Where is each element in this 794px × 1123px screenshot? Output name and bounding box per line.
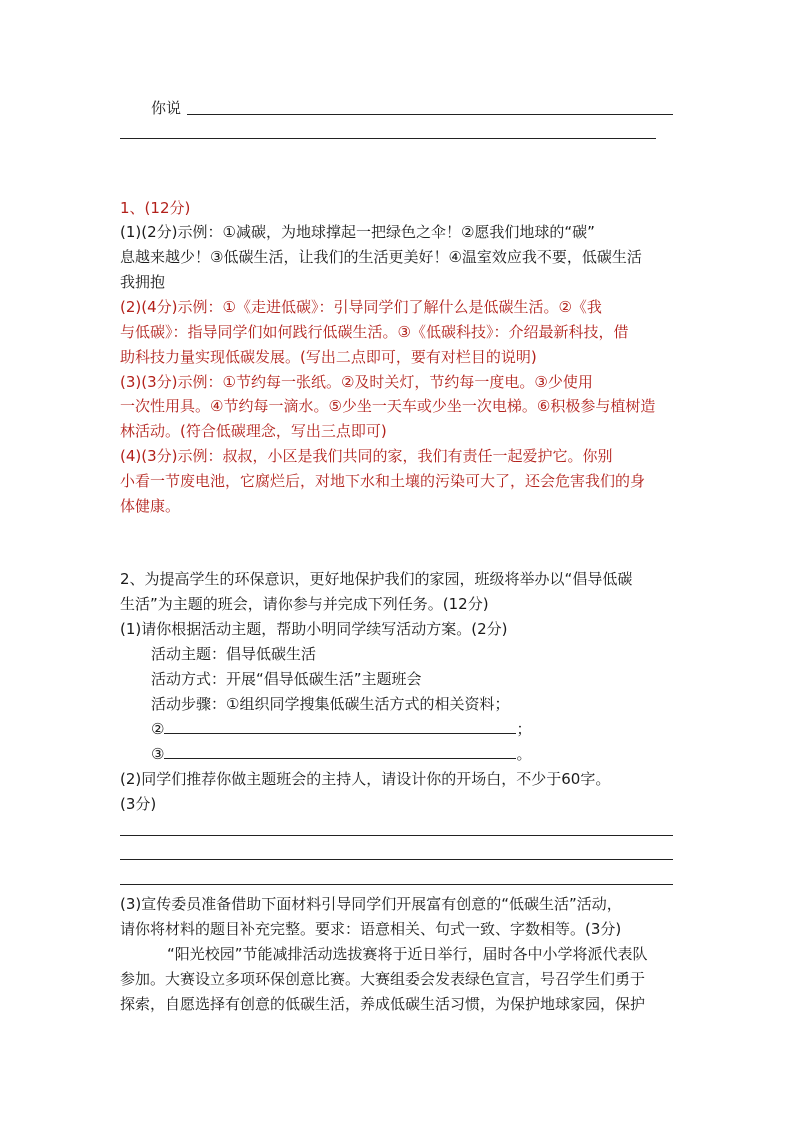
material-line-2: 参加。大赛设立多项环保创意比赛。大赛组委会发表绿色宣言，号召学生们勇于: [120, 970, 646, 988]
opening-answer-line-2[interactable]: [120, 859, 673, 860]
q2-step2: [151, 718, 531, 740]
q2-step3: [151, 743, 531, 765]
q2-sub2-line-1: (2)同学们推荐你做主题班会的主持人，请设计你的开场白，不少于60字。: [120, 770, 611, 788]
step3-mark: ③: [151, 745, 165, 763]
q2-theme: 活动主题：倡导低碳生活: [151, 645, 317, 663]
a4-line-1: (4)(3分)示例：叔叔，小区是我们共同的家，我们有责任一起爱护它。你别: [120, 447, 613, 465]
a3-line-2: 一次性用具。④节约每一滴水。⑤少坐一天车或少坐一次电梯。⑥积极参与植树造: [120, 397, 656, 415]
q2-method: 活动方式：开展“倡导低碳生活”主题班会: [151, 670, 422, 688]
material-line-1: “阳光校园”节能减排活动选拔赛将于近日举行，届时各中小学将派代表队: [167, 945, 648, 963]
q2-sub2-line-2: (3分): [120, 795, 157, 813]
a1-line-3: 我拥抱: [120, 273, 166, 291]
a2-line-1: (2)(4分)示例：①《走进低碳》：引导同学们了解什么是低碳生活。②《我: [120, 298, 602, 316]
step2-mark: ②: [151, 720, 165, 738]
step3-end: 。: [516, 745, 532, 763]
step2-blank[interactable]: [164, 719, 516, 734]
q2-sub3-line-1: (3)宣传委员准备借助下面材料引导同学们开展富有创意的“低碳生活”活动，: [120, 895, 622, 913]
ni-shuo-label: 你说: [151, 99, 182, 117]
q2-sub1: (1)请你根据活动主题，帮助小明同学续写活动方案。(2分): [120, 620, 508, 638]
opening-answer-line-1[interactable]: [120, 835, 673, 836]
q2-intro-line-1: 2、为提高学生的环保意识，更好地保护我们的家园，班级将举办以“倡导低碳: [120, 570, 633, 588]
a1-line-2: 息越来越少！③低碳生活，让我们的生活更美好！④温室效应我不要，低碳生活: [120, 248, 642, 266]
a2-line-3: 助科技力量实现低碳发展。(写出二点即可，要有对栏目的说明): [120, 348, 537, 366]
q2-sub3-line-2: 请你将材料的题目补充完整。要求：语意相关、句式一致、字数相等。(3分): [120, 920, 622, 938]
a3-line-1: (3)(3分)示例：①节约每一张纸。②及时关灯，节约每一度电。③少使用: [120, 373, 593, 391]
q2-intro-line-2: 生活”为主题的班会，请你参与并完成下列任务。(12分): [120, 595, 489, 613]
ni-shuo-answer-line-2[interactable]: [120, 138, 656, 139]
opening-answer-line-3[interactable]: [120, 884, 673, 885]
a1-line-1: (1)(2分)示例：①减碳，为地球撑起一把绿色之伞！②愿我们地球的“碳”: [120, 223, 595, 241]
material-line-3: 探索，自愿选择有创意的低碳生活，养成低碳生活习惯，为保护地球家园，保护: [120, 995, 646, 1013]
step2-end: ；: [516, 720, 532, 738]
a4-line-3: 体健康。: [120, 497, 181, 515]
a2-line-2: 与低碳》：指导同学们如何践行低碳生活。③《低碳科技》：介绍最新科技，借: [120, 323, 629, 341]
q2-steps: 活动步骤：①组织同学搜集低碳生活方式的相关资料；: [151, 695, 510, 713]
q1-header: 1、(12分): [120, 199, 191, 217]
a4-line-2: 小看一节废电池，它腐烂后，对地下水和土壤的污染可大了，还会危害我们的身: [120, 472, 646, 490]
a3-line-3: 林活动。(符合低碳理念，写出三点即可): [120, 422, 387, 440]
step3-blank[interactable]: [164, 744, 516, 759]
ni-shuo-answer-line-1[interactable]: [187, 114, 673, 115]
